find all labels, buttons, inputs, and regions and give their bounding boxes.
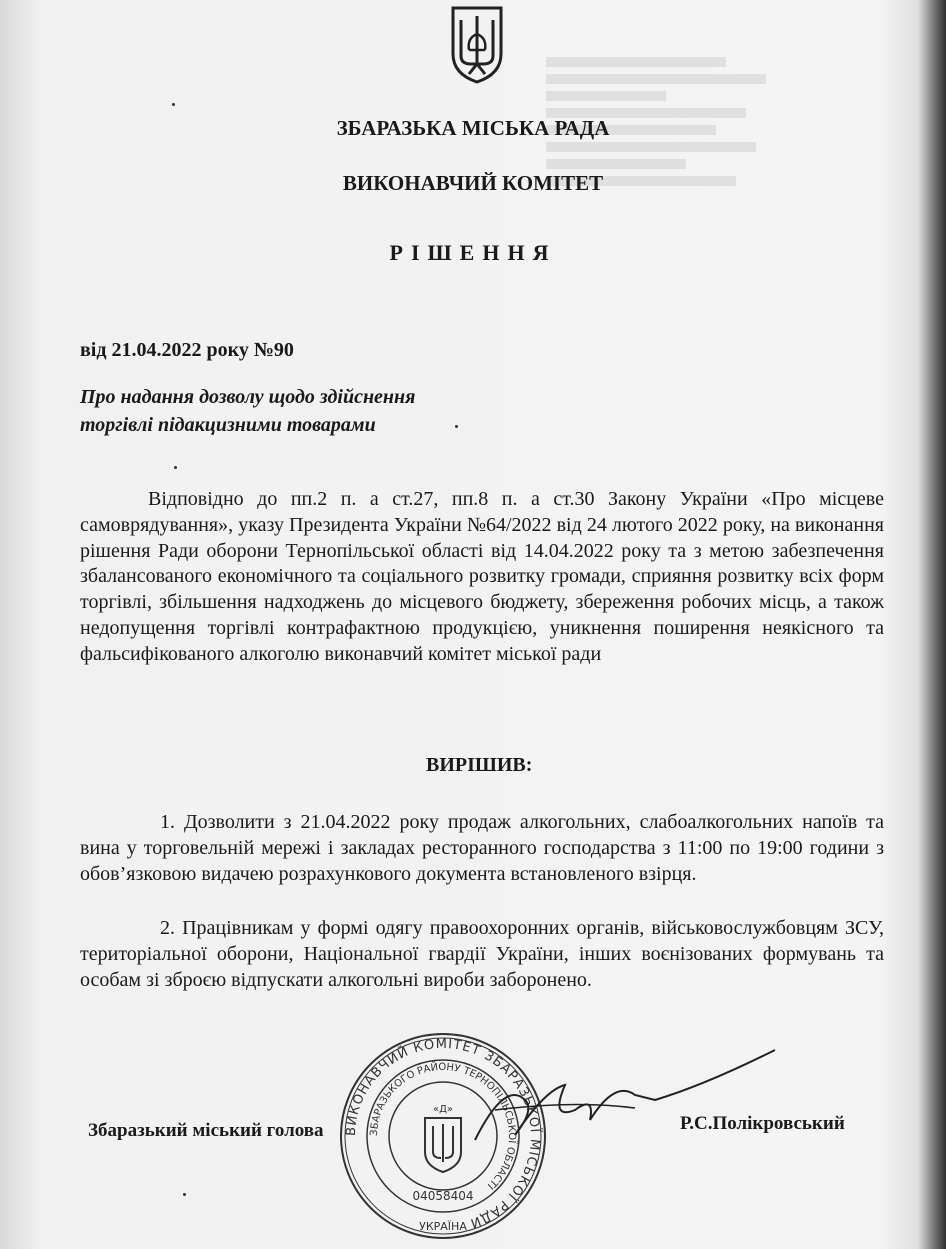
resolution-item-2: 2. Працівникам у формі одягу правоохоронних органів, військовослужбовцям ЗСУ, територіальної оборони, Національної гвардії України, інших воєнізованих формувань та особам зі зброєю відпускати алкогольні вироби заборонено. [80, 917, 884, 991]
speck [172, 103, 175, 106]
decision-date-number: від 21.04.2022 року №90 [80, 339, 294, 361]
resolved-heading: ВИРІШИВ: [426, 754, 533, 776]
speck [183, 1193, 186, 1196]
document-title: РІШЕННЯ [389, 240, 557, 265]
resolution-item-1: 1. Дозволити з 21.04.2022 року продаж алкогольних, слабоалкогольних напоїв та вина у торговельній мережі і закладах ресторанного господарства з 11:00 по 19:00 години з обов’язковою видачею розрахункового документа встановленого взірця. [80, 811, 884, 885]
subject-line-2: торгівлі підакцизними товарами [80, 414, 376, 436]
subject-line-1: Про надання дозволу щодо здійснення [80, 386, 416, 408]
stamp-code: 04058404 [412, 1189, 474, 1203]
stamp-country: УКРАЇНА [419, 1220, 467, 1233]
preamble-paragraph: Відповідно до пп.2 п. а ст.27, пп.8 п. а ст.30 Закону України «Про місцеве самоврядування», указу Президента України №64/2022 від 24 лютого 2022 року, на виконання рішення Ради оборони Тернопільської області від 14.04.2022 року та з метою забезпечення збалансованого економічного та соціального розвитку громади, сприяння розвитку всіх форм торгівлі, збільшення надходжень до місцевого бюджету, збереження робочих місць, а також недопущення торгівлі контрафактною продукцією, уникнення поширення неякісного та фальсифікованого алкоголю виконавчий комітет міської ради [80, 488, 884, 665]
signatory-position: Збаразький міський голова [88, 1120, 324, 1141]
signatory-name: Р.С.Полікровський [680, 1113, 845, 1134]
stamp-letter: «Д» [432, 1104, 454, 1115]
committee-heading: ВИКОНАВЧИЙ КОМІТЕТ [342, 171, 604, 195]
trident-emblem-icon [447, 4, 507, 84]
speck [455, 425, 458, 428]
speck [174, 466, 177, 469]
handwritten-signature [455, 1040, 785, 1160]
decision-subject [80, 383, 415, 439]
stamp-outer-text: ВИКОНАВЧИЙ КОМІТЕТ ЗБАРАЗЬКОЇ МІСЬКОЇ РАДИ [343, 1036, 543, 1231]
stamp-inner-text: ЗБАРАЗЬКОГО РАЙОНУ ТЕРНОПІЛЬСЬКОЇ ОБЛАСТІ [368, 1061, 518, 1192]
scan-edge-shadow [918, 0, 946, 1249]
council-heading: ЗБАРАЗЬКА МІСЬКА РАДА [336, 116, 610, 140]
